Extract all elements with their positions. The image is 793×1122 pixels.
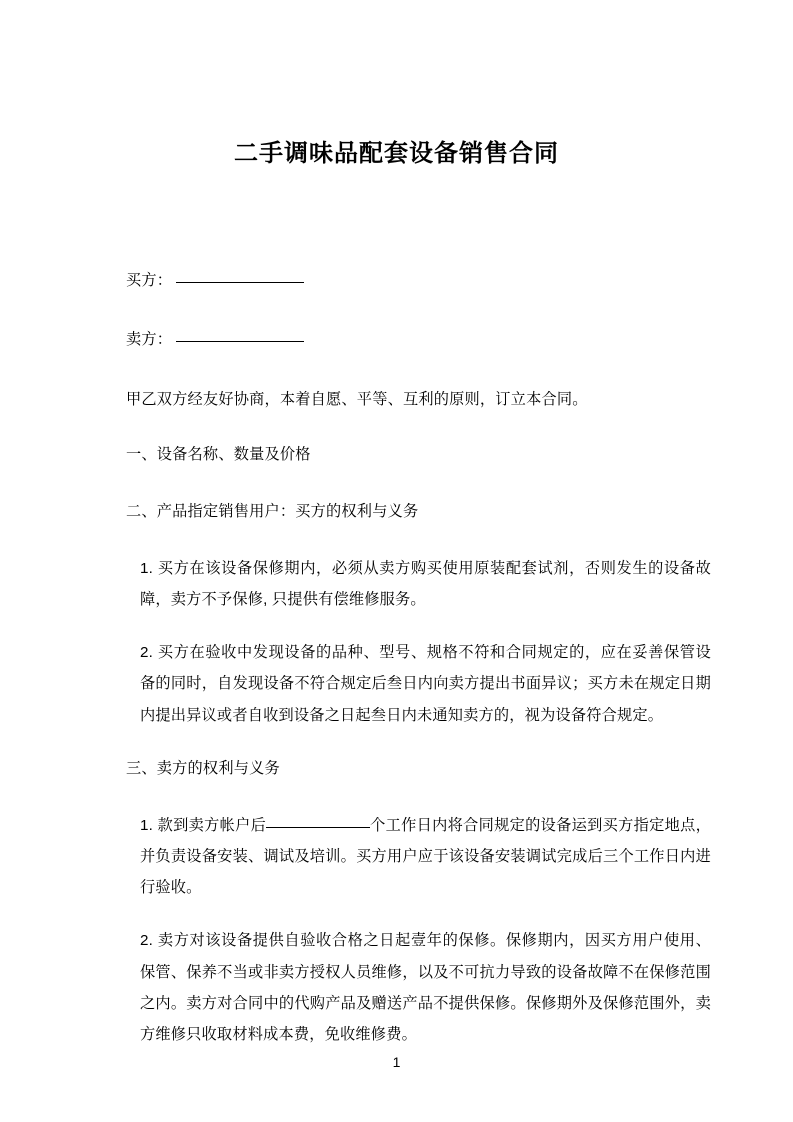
seller-line <box>126 324 711 355</box>
clause-2-1: 1. 买方在该设备保修期内，必须从卖方购买使用原装配套试剂，否则发生的设备故障，卖方不予保修, 只提供有偿维修服务。 <box>140 559 711 609</box>
clause-3-1-text-before: 1. 款到卖方帐户后 <box>140 816 267 834</box>
section-heading-one: 一、设备名称、数量及价格 <box>126 445 311 463</box>
document-body <box>0 265 793 1050</box>
seller-blank-field[interactable] <box>176 341 304 342</box>
seller-label: 卖方： <box>126 331 173 349</box>
clause-3-1 <box>126 810 711 903</box>
buyer-blank-field[interactable] <box>176 282 304 283</box>
page-title: 二手调味品配套设备销售合同 <box>234 140 559 167</box>
section-heading-two: 二、产品指定销售用户：买方的权利与义务 <box>126 502 419 520</box>
buyer-label: 买方： <box>126 272 173 290</box>
section-heading-three: 三、卖方的权利与义务 <box>126 759 280 777</box>
clause-3-1-text-after: 个工作日内将合同规定的设备运到买方指定地点，并负责设备安装、调试及培训。买方用户应于该设备安装调试完成后三个工作日内进行验收。 <box>140 816 711 897</box>
clause-3-2: 2. 卖方对该设备提供自验收合格之日起壹年的保修。保修期内，因买方用户使用、保管、保养不当或非卖方授权人员维修，以及不可抗力导致的设备故障不在保修范围之内。卖方对合同中的代购产品及赠送产品不提供保修。保修期外及保修范围外，卖方维修只收取材料成本费，免收维修费。 <box>140 932 711 1043</box>
workdays-blank-field[interactable] <box>266 827 370 828</box>
buyer-line <box>126 265 711 296</box>
preamble-paragraph: 甲乙双方经友好协商，本着自愿、平等、互利的原则，订立本合同。 <box>126 390 588 408</box>
clause-2-2: 2. 买方在验收中发现设备的品种、型号、规格不符和合同规定的，应在妥善保管设备的同时，自发现设备不符合规定后叁日内向卖方提出书面异议；买方未在规定日期内提出异议或者自收到设备之日起叁日内未通知卖方的，视为设备符合规定。 <box>140 644 711 724</box>
page-number: 1 <box>392 1054 401 1070</box>
